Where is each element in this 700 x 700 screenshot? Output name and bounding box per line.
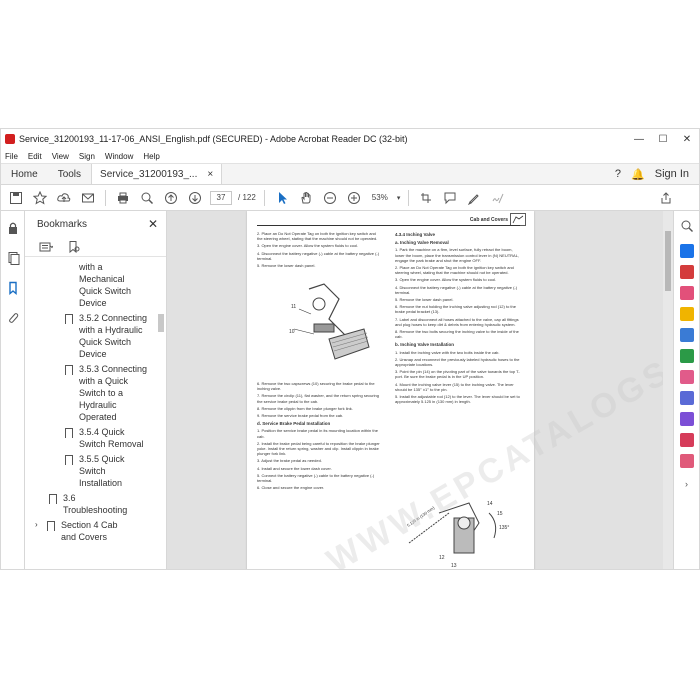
figure-callout: 15	[497, 511, 503, 517]
main-area	[1, 211, 699, 569]
combine-files-icon[interactable]	[680, 328, 694, 342]
right-tools-strip	[673, 211, 699, 569]
find-bookmark-icon[interactable]	[65, 238, 83, 256]
save-icon[interactable]	[7, 189, 25, 207]
bookmarks-scrollbar[interactable]	[158, 259, 164, 569]
notifications-icon[interactable]: 🔔	[631, 168, 645, 181]
text: 1. Position the service brake pedal in its mounting location within the cab.	[257, 428, 378, 439]
bookmark-label: Section 4 Cab and Covers	[61, 520, 118, 542]
search-icon[interactable]	[678, 217, 696, 235]
left-column	[257, 231, 381, 270]
pdf-page	[247, 211, 534, 569]
section-heading: 4.3.4 Inching Valve	[395, 232, 436, 237]
lock-icon[interactable]	[4, 219, 22, 237]
title-bar	[1, 129, 699, 149]
email-icon[interactable]	[79, 189, 97, 207]
left-column-continued	[257, 381, 381, 492]
text: 4. Disconnect the battery negative (-) cable at the battery negative (-) terminal.	[257, 250, 380, 261]
bookmark-icon	[65, 365, 73, 375]
figure-callout: 14	[487, 501, 493, 507]
bookmark-options-icon[interactable]	[37, 238, 55, 256]
brake-pedal-figure	[269, 279, 379, 379]
maximize-button[interactable]: ☐	[658, 133, 668, 145]
page-header: Cab and Covers	[469, 217, 508, 223]
bookmark-icon	[65, 314, 73, 324]
menu-edit[interactable]: Edit	[27, 151, 42, 161]
figure-callout: 5.125 in (130 mm)	[405, 505, 436, 528]
help-icon[interactable]: ?	[614, 168, 622, 180]
window-title: Service_31200193_11-17-06_ANSI_English.pdf (SECURED) - Adobe Acrobat Reader DC (32-bit)	[19, 134, 408, 144]
text: 3. Adjust the brake pedal as needed.	[257, 458, 322, 464]
bookmarks-toolbar	[25, 237, 166, 257]
bookmarks-close-icon[interactable]: ✕	[147, 217, 158, 231]
text: 1. Park the machine on a firm, level surface, fully retract the boom, lower the boom, place the transmission control lever in (N) NEUTRAL, engage the park brake and shut the engine OFF.	[395, 247, 520, 263]
bookmark-item[interactable]	[25, 453, 166, 489]
text: 2. Place an Do Not Operate Tag on both the ignition key switch and the steering wheel, stating that the machine should not be operated.	[257, 231, 378, 242]
bookmarks-panel	[25, 211, 167, 569]
hand-tool-icon[interactable]	[297, 189, 315, 207]
text: 6. Remove the nut holding the inching valve adjusting rod (12) to the brake pedal bracket (13).	[395, 304, 516, 315]
bookmark-label: 3.5.3 Connecting with a Quick Switch to a Hydraulic Operated	[79, 364, 148, 422]
pen-icon[interactable]	[465, 189, 483, 207]
text: 5. Install the adjustable rod (12) to the lever. The lever should be set to approximately 5.125 in (130 mm) in length.	[395, 394, 520, 405]
text: 3. Open the engine cover. Allow the system fluids to cool.	[395, 277, 497, 283]
menu-view[interactable]: View	[51, 151, 69, 161]
fill-sign-icon[interactable]	[680, 412, 694, 426]
text: 2. Place an Do Not Operate Tag on both the ignition key switch and steering wheel, stating that the machine should not be operated.	[395, 265, 514, 276]
bookmark-label: 3.5.4 Quick Switch Removal	[79, 427, 144, 449]
collapse-panel-icon[interactable]: ›	[685, 479, 688, 489]
page-total-label: / 122	[238, 193, 256, 202]
bookmark-list	[25, 257, 166, 543]
bookmark-icon	[65, 455, 73, 465]
bookmark-item[interactable]	[25, 363, 166, 423]
text: 4. Mount the inching valve lever (15) to the inching valve. The lever should be 135° ±1° to the pin.	[395, 381, 514, 392]
page-up-icon[interactable]	[162, 189, 180, 207]
section-heading: b. Inching Valve Installation	[395, 342, 455, 348]
tab-close-icon[interactable]: ×	[207, 168, 214, 180]
text: 2. Unsnap and reconnect the previously labeled hydraulic hoses to the appropriate locations.	[395, 356, 520, 368]
share-icon[interactable]	[657, 189, 675, 207]
tab-document[interactable]	[91, 164, 222, 184]
zoom-search-icon[interactable]	[138, 189, 156, 207]
sign-icon[interactable]	[489, 189, 507, 207]
figure-callout: 12	[439, 555, 445, 561]
bookmark-item[interactable]	[25, 261, 166, 309]
bookmarks-header	[25, 211, 166, 237]
text: 5. Remove the lower dash panel.	[395, 297, 454, 303]
expand-chevron-icon[interactable]: ›	[35, 520, 38, 529]
star-icon[interactable]	[31, 189, 49, 207]
document-viewer[interactable]	[167, 211, 673, 569]
text: 5. Connect the battery negative (-) cable to the battery negative (-) terminal.	[257, 472, 375, 484]
text: 5. Remove the lower dash panel.	[257, 263, 316, 269]
tab-home[interactable]: Home	[11, 168, 38, 180]
figure-callout: 11	[291, 304, 297, 310]
bookmarks-title: Bookmarks	[37, 218, 88, 230]
export-pdf-icon[interactable]	[680, 244, 694, 258]
bookmark-icon	[49, 494, 57, 504]
print-icon[interactable]	[114, 189, 132, 207]
bookmark-item[interactable]	[25, 426, 166, 450]
section-heading: d. Service Brake Pedal Installation	[257, 421, 331, 427]
figure-callout: 13	[451, 563, 457, 569]
attachment-icon[interactable]	[4, 309, 22, 327]
comment-icon[interactable]	[441, 189, 459, 207]
bookmark-item[interactable]	[25, 519, 166, 543]
menu-help[interactable]: Help	[143, 151, 160, 161]
upload-cloud-icon[interactable]	[55, 189, 73, 207]
menu-bar	[1, 149, 699, 163]
text: 7. Label and disconnect all hoses attached to the valve, cap all fittings and plug hoses to keep dirt & debris from entering hydraulic system.	[395, 316, 519, 327]
text: 9. Remove the service brake pedal from the cab.	[257, 413, 344, 419]
menu-file[interactable]: File	[5, 151, 18, 161]
text: 3. Point the pin (14) on the pivoting part of the valve towards the top T-port. Be sure the brake pedal is in the UP position.	[395, 369, 520, 380]
bookmark-label: 3.6 Troubleshooting	[63, 493, 128, 515]
edit-pdf-icon[interactable]	[680, 286, 694, 300]
text: 2. Install the brake pedal being careful to reposition the brake plunger yoke. Install the return spring, washer and clip. Install clippin in brake plunger fork link.	[257, 440, 380, 457]
send-for-signature-icon[interactable]	[680, 433, 694, 447]
text: 6. Remove the two capscrews (10) securing the brake pedal to the inching valve.	[257, 381, 375, 392]
organize-pages-icon[interactable]	[680, 349, 694, 363]
tab-bar	[1, 163, 699, 185]
zoom-dropdown-icon[interactable]: ▾	[396, 194, 401, 202]
bookmark-item[interactable]	[25, 492, 166, 516]
protect-icon[interactable]	[680, 391, 694, 405]
right-column	[395, 229, 523, 406]
inching-valve-figure	[399, 493, 524, 569]
marquee-zoom-icon[interactable]	[417, 189, 435, 207]
select-cursor-icon[interactable]	[273, 189, 291, 207]
bookmark-label: with a Mechanical Quick Switch Device	[79, 262, 132, 308]
tab-tools[interactable]: Tools	[57, 168, 82, 180]
figure-callout: 135°	[499, 525, 510, 531]
page-down-icon[interactable]	[186, 189, 204, 207]
zoom-out-icon[interactable]	[321, 189, 339, 207]
bookmark-panel-icon[interactable]	[4, 279, 22, 297]
section-heading: a. Inching Valve Removal	[395, 240, 449, 246]
text: 7. Remove the circlip (11), flat washer, and the return spring securing the service brake pedal to the cab.	[257, 393, 379, 404]
pages-icon[interactable]	[4, 249, 22, 267]
text: 4. Disconnect the battery negative (-) cable at the battery negative (-) terminal.	[395, 284, 518, 295]
main-toolbar	[1, 185, 699, 211]
menu-window[interactable]: Window	[104, 151, 134, 161]
bookmark-icon	[65, 428, 73, 438]
page-number-input[interactable]: 37	[210, 191, 232, 205]
menu-sign[interactable]: Sign	[78, 151, 95, 161]
document-scrollbar[interactable]	[663, 211, 673, 569]
zoom-in-icon[interactable]	[345, 189, 363, 207]
tab-document-label: Service_31200193_...	[100, 168, 198, 180]
create-pdf-icon[interactable]	[680, 265, 694, 279]
text: 6. Close and secure the engine cover.	[257, 485, 325, 491]
bookmark-icon	[47, 521, 55, 531]
bookmark-item[interactable]	[25, 312, 166, 360]
sign-in-button[interactable]: Sign In	[654, 168, 689, 180]
text: 3. Open the engine cover. Allow the system fluids to cool.	[257, 243, 359, 249]
bookmark-label: 3.5.5 Quick Switch Installation	[79, 454, 125, 488]
acrobat-window	[0, 128, 700, 570]
more-tools-icon[interactable]	[680, 454, 694, 468]
redact-icon[interactable]	[680, 370, 694, 384]
left-navigation-strip	[1, 211, 25, 569]
figure-callout: 10	[289, 329, 295, 335]
text: 8. Remove the two bolts securing the inching valve to the inside of the cab.	[395, 329, 519, 340]
text: 1. Install the inching valve with the two bolts inside the cab.	[395, 349, 500, 355]
text: 4. Install and secure the lower dash cover.	[257, 465, 332, 471]
minimize-button[interactable]: —	[634, 133, 644, 145]
acrobat-logo-icon	[5, 134, 15, 144]
close-window-button[interactable]: ✕	[682, 133, 692, 145]
text: 8. Remove the clippin from the brake plunger fork link.	[257, 405, 353, 411]
comment-tool-icon[interactable]	[680, 307, 694, 321]
zoom-level[interactable]: 53%	[371, 193, 388, 202]
bookmark-label: 3.5.2 Connecting with a Hydraulic Quick Switch Device	[79, 313, 148, 359]
